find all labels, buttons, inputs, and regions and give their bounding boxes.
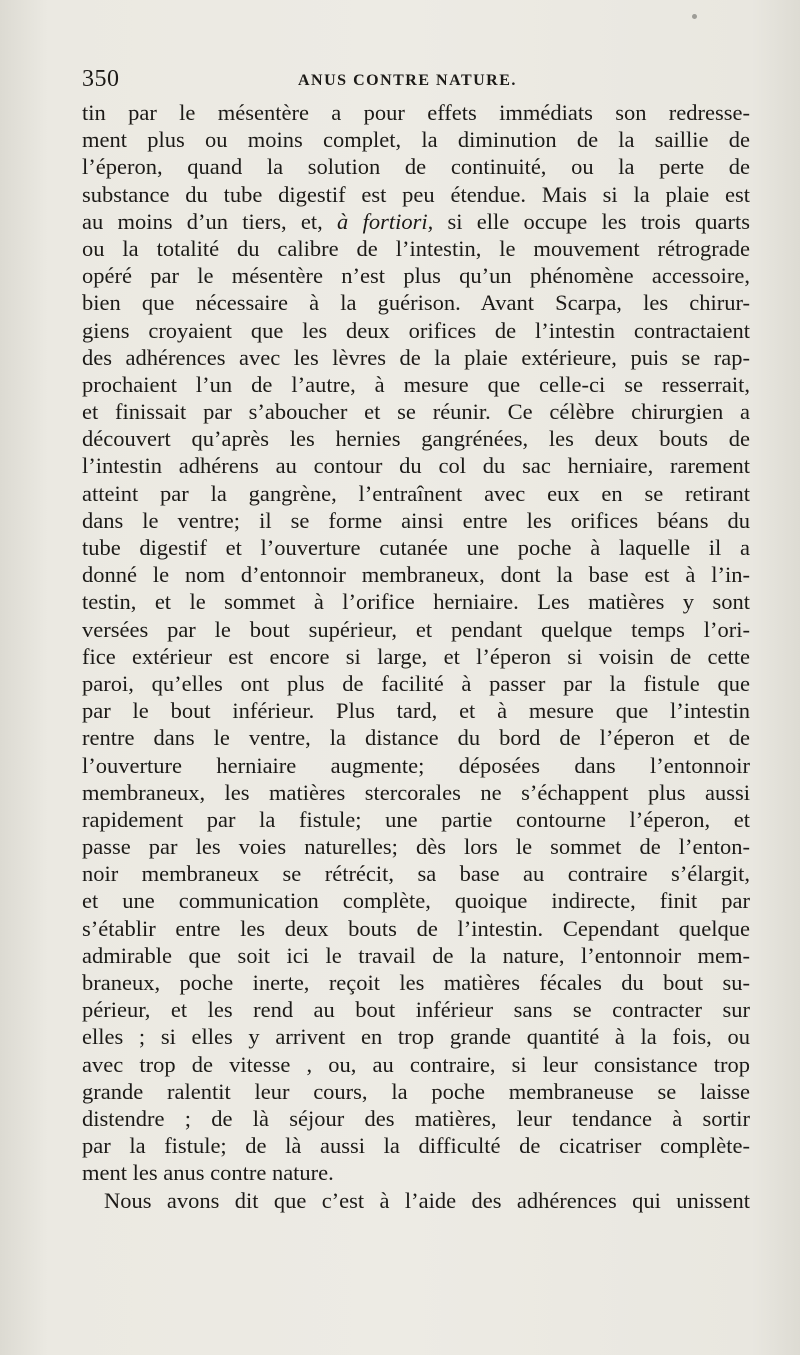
- text-line: tube digestif et l’ouverture cutanée une poche à laquelle il a: [82, 535, 750, 560]
- text-line: avec trop de vitesse , ou, au contraire, si leur consistance trop: [82, 1051, 750, 1077]
- text-line-last: ment les anus contre nature.: [82, 1160, 334, 1186]
- text-line: versées par le bout supérieur, et pendant quelque temps l’ori-: [82, 616, 750, 642]
- text-line: Nous avons dit que c’est à l’aide des adhérences qui unissent: [104, 1187, 750, 1213]
- text-line: rapidement par la fistule; une partie contourne l’éperon, et: [82, 806, 750, 832]
- text-line: découvert qu’après les hernies gangrénées, les deux bouts de: [82, 426, 750, 452]
- text-line: périeur, et les rend au bout inférieur sans se contracter sur: [82, 997, 750, 1023]
- italic-phrase: à fortiori,: [337, 208, 434, 234]
- text-line: et finissait par s’aboucher et se réunir. Ce célèbre chirurgien a: [82, 399, 750, 425]
- text-line: rentre dans le ventre, la distance du bord de l’éperon et de: [82, 725, 750, 751]
- text-segment: au moins d’un tiers, et,: [82, 208, 323, 234]
- text-line: donné le nom d’entonnoir membraneux, dont la base est à l’in-: [82, 562, 750, 588]
- text-line: opéré par le mésentère n’est plus qu’un phénomène accessoire,: [82, 263, 750, 289]
- text-line: s’établir entre les deux bouts de l’intestin. Cependant quelque: [82, 915, 750, 941]
- text-line: bien que nécessaire à la guérison. Avant Scarpa, les chirur-: [82, 290, 750, 316]
- text-line: admirable que soit ici le travail de la nature, l’entonnoir mem-: [82, 942, 750, 968]
- running-head: ANUS CONTRE NATURE.: [298, 72, 517, 89]
- text-line: testin, et le sommet à l’orifice herniaire. Les matières y sont: [82, 589, 750, 615]
- paragraph-2: [82, 1187, 750, 1214]
- text-line: fice extérieur est encore si large, et l’éperon si voisin de cette: [82, 643, 750, 669]
- text-segment: si elle occupe les trois quarts: [447, 208, 750, 234]
- paragraph-1: [82, 99, 750, 1187]
- text-line: giens croyaient que les deux orifices de l’intestin contractaient: [82, 317, 750, 343]
- text-line: l’ouverture herniaire augmente; déposées dans l’entonnoir: [82, 752, 750, 778]
- text-line: substance du tube digestif est peu étendue. Mais si la plaie est: [82, 181, 750, 207]
- text-line: par le bout inférieur. Plus tard, et à mesure que l’intestin: [82, 698, 750, 724]
- text-line: prochaient l’un de l’autre, à mesure que celle-ci se resserrait,: [82, 371, 750, 397]
- body-text: [82, 99, 750, 1214]
- page-number: 350: [82, 66, 120, 92]
- page-header: [82, 66, 762, 96]
- text-line: l’intestin adhérens au contour du col du sac herniaire, rarement: [82, 453, 750, 479]
- text-line: paroi, qu’elles ont plus de facilité à passer par la fistule que: [82, 670, 750, 696]
- text-line: atteint par la gangrène, l’entraînent avec eux en se retirant: [82, 480, 750, 506]
- text-line: grande ralentit leur cours, la poche membraneuse se laisse: [82, 1078, 750, 1104]
- text-line: distendre ; de là séjour des matières, leur tendance à sortir: [82, 1105, 750, 1131]
- ink-speck: [692, 14, 697, 19]
- text-line-with-italic: [82, 208, 750, 235]
- text-line: braneux, poche inerte, reçoit les matières fécales du bout su-: [82, 970, 750, 995]
- text-line: passe par les voies naturelles; dès lors le sommet de l’enton-: [82, 834, 750, 860]
- text-line: tin par le mésentère a pour effets immédiats son redresse-: [82, 100, 750, 125]
- text-line: membraneux, les matières stercorales ne s’échappent plus aussi: [82, 779, 750, 805]
- text-line: et une communication complète, quoique indirecte, finit par: [82, 888, 750, 914]
- text-line: ou la totalité du calibre de l’intestin, le mouvement rétrograde: [82, 235, 750, 261]
- text-line: par la fistule; de là aussi la difficulté de cicatriser complète-: [82, 1133, 750, 1159]
- text-line: dans le ventre; il se forme ainsi entre les orifices béans du: [82, 507, 750, 533]
- text-line: des adhérences avec les lèvres de la plaie extérieure, puis se rap-: [82, 344, 750, 370]
- text-line: elles ; si elles y arrivent en trop grande quantité à la fois, ou: [82, 1024, 750, 1050]
- text-line: l’éperon, quand la solution de continuité, ou la perte de: [82, 154, 750, 180]
- text-line: ment plus ou moins complet, la diminution de la saillie de: [82, 127, 750, 153]
- text-line: noir membraneux se rétrécit, sa base au contraire s’élargit,: [82, 861, 750, 887]
